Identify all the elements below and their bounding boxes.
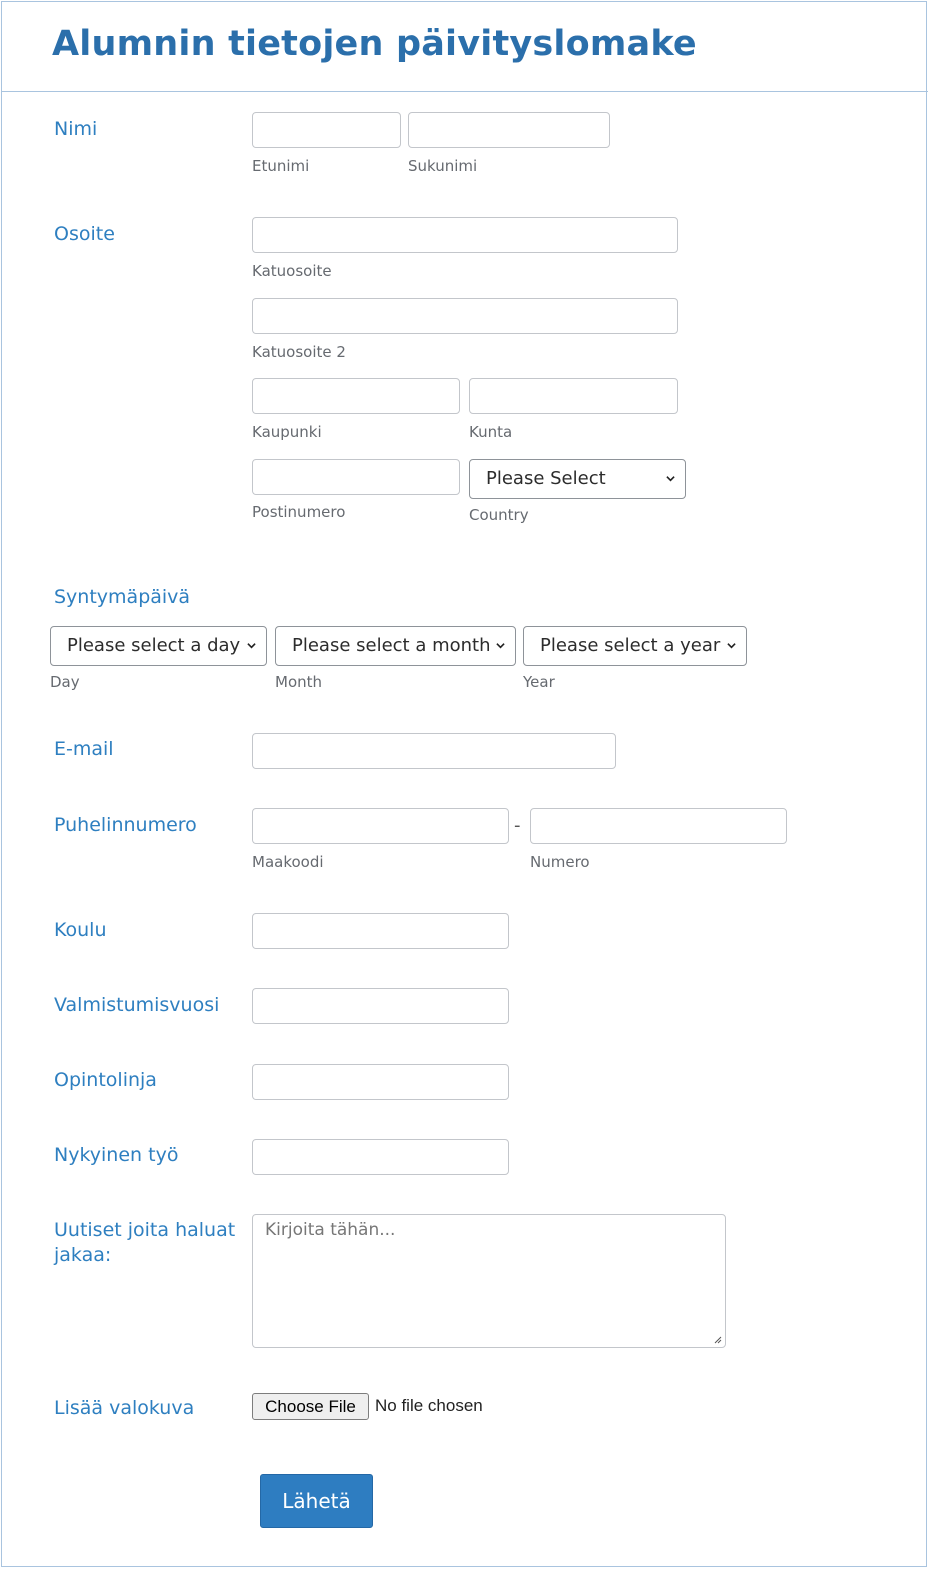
first-name-input[interactable]	[252, 112, 401, 148]
country-select-value: Please Select	[486, 468, 606, 489]
birth-month-sublabel: Month	[275, 673, 323, 691]
phone-area-code-input[interactable]	[252, 808, 509, 844]
street-address-input[interactable]	[252, 217, 678, 253]
form-title: Alumnin tietojen päivityslomake	[52, 24, 697, 64]
graduation-year-input[interactable]	[252, 988, 509, 1024]
street-address2-input[interactable]	[252, 298, 678, 334]
last-name-sublabel: Sukunimi	[408, 157, 478, 175]
street-address-sublabel: Katuosoite	[252, 262, 332, 280]
postal-code-input[interactable]	[252, 459, 460, 495]
news-label: Uutiset joita haluat jakaa:	[54, 1219, 236, 1266]
choose-file-button[interactable]: Choose File	[252, 1393, 369, 1420]
phone-label: Puhelinnumero	[54, 814, 197, 836]
phone-number-sublabel: Numero	[530, 853, 590, 871]
news-placeholder: Kirjoita tähän...	[265, 1220, 396, 1240]
school-input[interactable]	[252, 913, 509, 949]
email-input[interactable]	[252, 733, 616, 769]
study-line-input[interactable]	[252, 1064, 509, 1100]
current-job-input[interactable]	[252, 1139, 509, 1175]
chevron-down-icon	[727, 641, 736, 650]
photo-label: Lisää valokuva	[54, 1397, 195, 1419]
graduation-year-label: Valmistumisvuosi	[54, 994, 220, 1016]
email-label: E-mail	[54, 738, 114, 760]
postal-code-sublabel: Postinumero	[252, 503, 346, 521]
birth-year-select[interactable]	[523, 626, 747, 666]
birth-day-value: Please select a day	[67, 635, 241, 656]
phone-number-input[interactable]	[530, 808, 787, 844]
phone-area-code-sublabel: Maakoodi	[252, 853, 324, 871]
birth-month-select[interactable]	[275, 626, 516, 666]
birth-day-select[interactable]	[50, 626, 267, 666]
chevron-down-icon	[666, 474, 675, 483]
name-label: Nimi	[54, 118, 98, 140]
last-name-input[interactable]	[408, 112, 610, 148]
form-header	[2, 2, 928, 92]
file-status-text: No file chosen	[375, 1396, 483, 1415]
city-input[interactable]	[252, 378, 460, 414]
birth-day-sublabel: Day	[50, 673, 80, 691]
news-textarea[interactable]	[252, 1214, 726, 1348]
phone-separator: -	[514, 815, 521, 836]
study-line-label: Opintolinja	[54, 1069, 157, 1091]
country-select[interactable]	[469, 459, 686, 499]
submit-button[interactable]: Lähetä	[260, 1474, 373, 1528]
current-job-label: Nykyinen työ	[54, 1144, 179, 1166]
municipality-input[interactable]	[469, 378, 678, 414]
municipality-sublabel: Kunta	[469, 423, 513, 441]
city-sublabel: Kaupunki	[252, 423, 322, 441]
school-label: Koulu	[54, 919, 107, 941]
birth-year-value: Please select a year	[540, 635, 721, 656]
address-label: Osoite	[54, 223, 115, 245]
birthday-label: Syntymäpäivä	[54, 586, 191, 608]
birth-year-sublabel: Year	[523, 673, 555, 691]
street-address2-sublabel: Katuosoite 2	[252, 343, 346, 361]
country-sublabel: Country	[469, 506, 529, 524]
chevron-down-icon	[247, 641, 256, 650]
birth-month-value: Please select a month	[292, 635, 491, 656]
resize-grip-icon[interactable]	[712, 1334, 722, 1344]
chevron-down-icon	[496, 641, 505, 650]
first-name-sublabel: Etunimi	[252, 157, 310, 175]
